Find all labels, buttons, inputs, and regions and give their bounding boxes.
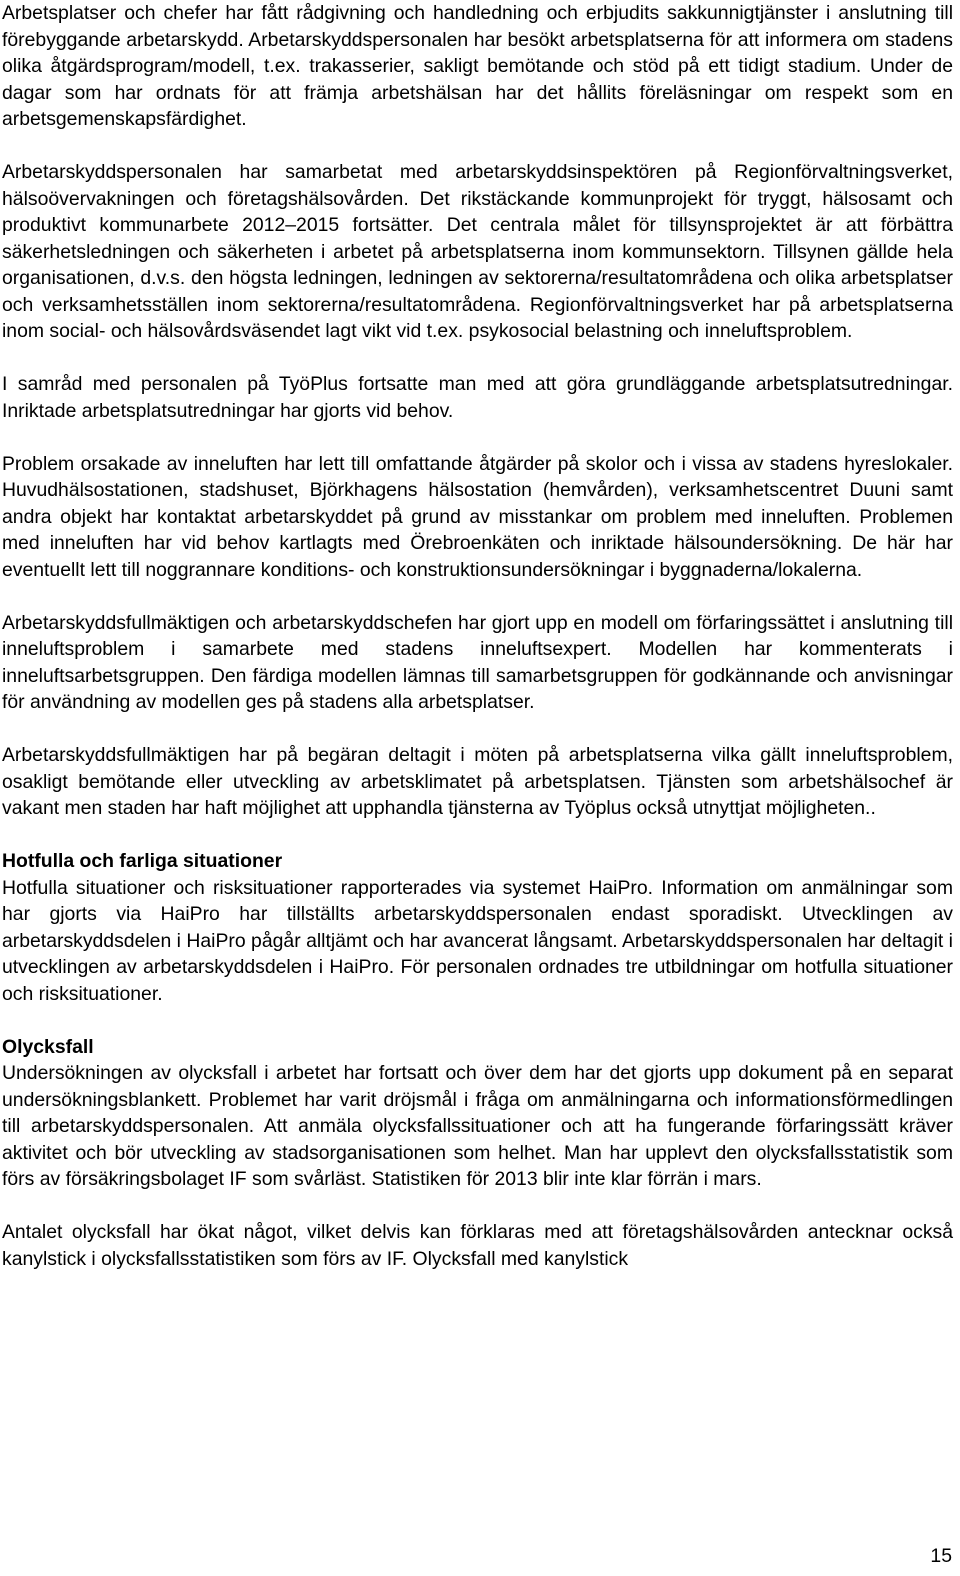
paragraph-modell: Arbetarskyddsfullmäktigen och arbetarskyddschefen har gjort upp en modell om förfaringssättet i anslutning till inneluftsproblem i samarbete med stadens inneluftsexpert. Modellen har kommenterats i inneluftsarbetsgruppen. Den färdiga modellen lämnas till samarbetsgruppen för godkännande och anvisningar för användning av modellen ges på stadens alla arbetsplatser. (2, 611, 953, 713)
heading-hotfulla-situationer: Hotfulla och farliga situationer (2, 850, 283, 872)
paragraph-inneluft-problem: Problem orsakade av inneluften har lett till omfattande åtgärder på skolor och i vissa av stadens hyreslokaler. Huvudhälsostationen, stadshuset, Björkhagens hälsostation (hemvården), verksamhetscentret Duuni samt andra objekt har kontaktat arbetarskyddet på grund av misstankar om problem med inneluften. Problemen med inneluften har vid behov kartlagts med Örebroenkäten och inriktade hälsoundersökning. De här har eventuellt lett till noggrannare konditions- och konstruktionsundersökningar i byggnaderna/lokalerna. (2, 452, 953, 581)
paragraph-tyoplus: I samråd med personalen på TyöPlus fortsatte man med att göra grundläggande arbetsplatsutredningar. Inriktade arbetsplatsutredningar har gjorts vid behov. (2, 373, 953, 422)
page-number: 15 (930, 1545, 952, 1567)
heading-olycksfall: Olycksfall (2, 1035, 94, 1058)
paragraph-hotfulla: Hotfulla situationer och risksituationer rapporterades via systemet HaiPro. Information om anmälningar som har gjorts via HaiPro har tillställts arbetarskyddspersonalen endast sporadiskt. Utvecklingen av arbetarskyddsdelen i HaiPro pågår alltjämt och har avancerat långsamt. Arbetarskyddspersonalen har deltagit i utvecklingen av arbetarskyddsdelen i HaiPro. För personalen ordnades tre utbildningar om hotfulla situationer och risksituationer. (2, 876, 953, 1005)
paragraph-olycksfall: Undersökningen av olycksfall i arbetet har fortsatt och över dem har det gjorts upp dokument på en separat undersökningsblankett. Problemet har varit dröjsmål i fråga om anmälningarna och informationsförmedlingen till arbetarskyddspersonalen. Att anmäla olycksfallssituationer och att ha fungerande förfaringssätt kräver aktivitet och bör utveckling av stadsorganisationen som helhet. Man har upplevt den olycksfallsstatistik som förs av försäkringsbolaget IF som svårläst. Statistiken för 2013 blir inte klar förrän i mars. (2, 1062, 953, 1190)
paragraph-samarbete: Arbetarskyddspersonalen har samarbetat med arbetarskyddsinspektören på Regionförvaltningsverket, hälsoövervakningen och företagshälsovården. Det rikstäckande kommunprojekt för tryggt, hälsosamt och produktivt kommunarbete 2012–2015 fortsätter. Det centrala målet för tillsynsprojektet är att förbättra säkerhetsledningen och säkerheten i arbetet på arbetsplatserna inom kommunsektorn. Tillsynen gällde hela organisationen, d.v.s. den högsta ledningen, ledningen av sektorerna/resultatområdena och olika arbetsplatser och verksamhetsställen inom sektorerna/resultatområdena. Regionförvaltningsverket har på arbetsplatserna inom social- och hälsovårdsväsendet lagt vikt vid t.ex. psykosocial belastning och inneluftsproblem. (2, 161, 953, 342)
document-page (2, 0, 953, 1299)
paragraph-radgivning: Arbetsplatser och chefer har fått rådgivning och handledning och erbjudits sakkunnigtjänster i anslutning till förebyggande arbetarskydd. Arbetarskyddspersonalen har besökt arbetsplatserna för att informera om stadens olika åtgärdsprogram/modell, t.ex. trakasserier, sakligt bemötande och stöd på ett tidigt stadium. Under de dagar som har ordnats för att främja arbetshälsan har det hållits föreläsningar om respekt som en arbetsgemenskapsfärdighet. (2, 2, 953, 130)
paragraph-moten: Arbetarskyddsfullmäktigen har på begäran deltagit i möten på arbetsplatserna vilka gällt inneluftsproblem, osakligt bemötande eller utveckling av arbetsklimatet på arbetsplatsen. Tjänsten som arbetshälsochef är vakant men staden har haft möjlighet att upphandla tjänsterna av Työplus också utnyttjat möjligheten.. (2, 744, 953, 819)
paragraph-antalet-olycksfall: Antalet olycksfall har ökat något, vilket delvis kan förklaras med att företagshälsovården antecknar också kanylstick i olycksfallsstatistiken som förs av IF. Olycksfall med kanylstick (2, 1221, 953, 1270)
